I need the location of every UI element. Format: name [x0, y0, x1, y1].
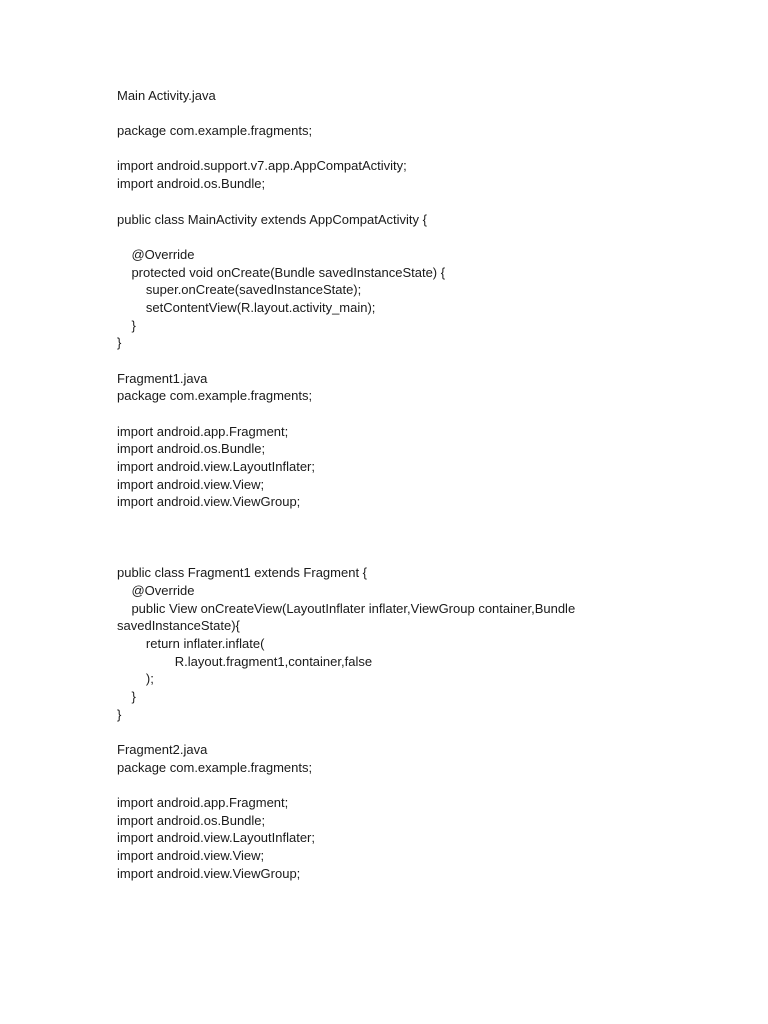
code-line: super.onCreate(savedInstanceState);	[117, 282, 362, 297]
code-line: package com.example.fragments;	[117, 388, 313, 403]
file-title-fragment2: Fragment2.java	[117, 742, 208, 757]
code-line: public class Fragment1 extends Fragment {	[117, 565, 368, 580]
code-line: import android.view.ViewGroup;	[117, 494, 301, 509]
code-line: setContentView(R.layout.activity_main);	[117, 300, 376, 315]
code-line: import android.view.ViewGroup;	[117, 866, 301, 881]
code-line: import android.view.View;	[117, 477, 265, 492]
code-line: return inflater.inflate(	[117, 636, 265, 651]
code-line: protected void onCreate(Bundle savedInstanceState) {	[117, 265, 446, 280]
code-line: import android.os.Bundle;	[117, 176, 266, 191]
code-line: import android.os.Bundle;	[117, 441, 266, 456]
code-line: }	[117, 707, 122, 722]
file-title-main-activity: Main Activity.java	[117, 88, 216, 103]
code-line: public View onCreateView(LayoutInflater inflater,ViewGroup container,Bundle	[117, 601, 576, 616]
code-line: }	[117, 335, 122, 350]
code-line: import android.app.Fragment;	[117, 795, 289, 810]
file-title-fragment1: Fragment1.java	[117, 371, 208, 386]
code-line: import android.view.LayoutInflater;	[117, 459, 315, 474]
code-line: package com.example.fragments;	[117, 760, 313, 775]
code-line: R.layout.fragment1,container,false	[117, 654, 373, 669]
code-line: import android.support.v7.app.AppCompatActivity;	[117, 158, 407, 173]
code-line: @Override	[117, 583, 195, 598]
code-line: }	[117, 318, 136, 333]
code-line: import android.view.LayoutInflater;	[117, 830, 315, 845]
code-line: import android.view.View;	[117, 848, 265, 863]
code-line: package com.example.fragments;	[117, 123, 313, 138]
code-line: savedInstanceState){	[117, 618, 240, 633]
code-line: public class MainActivity extends AppCompatActivity {	[117, 212, 427, 227]
code-line: import android.app.Fragment;	[117, 424, 289, 439]
code-line: );	[117, 671, 154, 686]
code-line: }	[117, 689, 136, 704]
code-line: import android.os.Bundle;	[117, 813, 266, 828]
code-line: @Override	[117, 247, 195, 262]
